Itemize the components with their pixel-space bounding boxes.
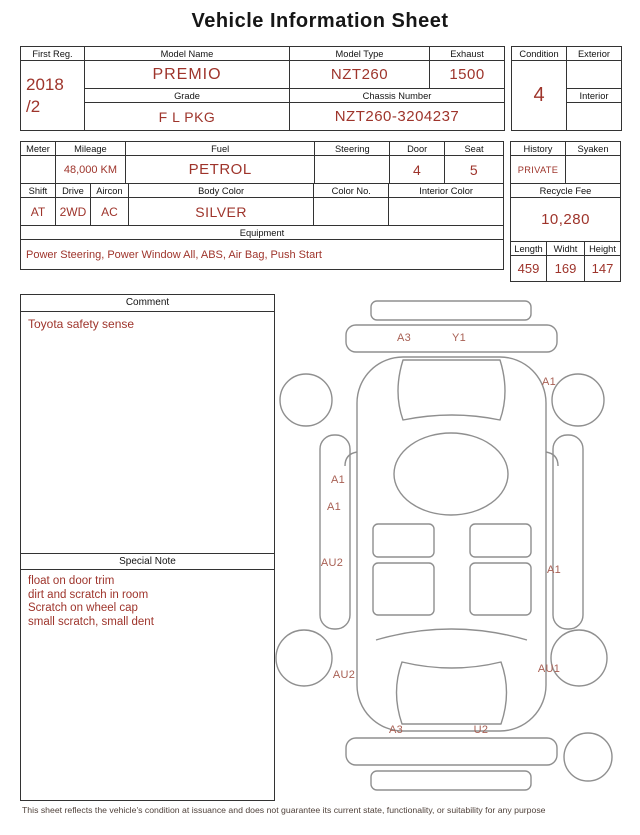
- notes-panel: [20, 294, 275, 801]
- specs-row1-table: [20, 141, 504, 184]
- mileage-label: Mileage: [55, 142, 125, 156]
- door-label: Door: [390, 142, 445, 156]
- meter-value: [21, 156, 56, 184]
- damage-marker: A3: [396, 332, 412, 344]
- damage-marker: Y1: [451, 332, 467, 344]
- notes-and-diagram-block: [20, 294, 620, 801]
- damage-marker: A1: [326, 501, 342, 513]
- aircon-label: Aircon: [90, 184, 128, 198]
- syaken-label: Syaken: [566, 142, 621, 156]
- syaken-value: [566, 156, 621, 184]
- damage-markers: [275, 294, 620, 801]
- specs-block: [20, 141, 620, 282]
- model-type-value: NZT260: [290, 61, 430, 89]
- aircon-value: AC: [90, 198, 128, 226]
- length-label: Length: [511, 242, 547, 256]
- chassis-number-label: Chassis Number: [290, 89, 505, 103]
- equipment-value: Power Steering, Power Window All, ABS, Air Bag, Push Start: [21, 240, 504, 270]
- special-note-line: small scratch, small dent: [28, 615, 154, 628]
- exhaust-label: Exhaust: [430, 47, 505, 61]
- door-value: 4: [390, 156, 445, 184]
- special-note-line: dirt and scratch in room: [28, 588, 149, 601]
- fuel-label: Fuel: [125, 142, 314, 156]
- special-note-line: float on door trim: [28, 575, 115, 587]
- page-title: Vehicle Information Sheet: [191, 10, 449, 32]
- interior-color-value: [389, 198, 504, 226]
- damage-marker: AU1: [537, 663, 561, 675]
- registration-table: [20, 46, 505, 131]
- damage-marker: A1: [330, 474, 346, 486]
- specs-tables: [20, 141, 504, 270]
- car-damage-diagram: [275, 294, 620, 801]
- model-name-value: PREMIO: [85, 61, 290, 89]
- interior-label: Interior: [567, 89, 622, 103]
- condition-value: 4: [512, 61, 567, 131]
- exterior-label: Exterior: [567, 47, 622, 61]
- recycle-fee-value: 10,280: [511, 198, 621, 242]
- condition-label: Condition: [512, 47, 567, 61]
- exterior-value: [567, 61, 622, 89]
- first-reg-value: [21, 61, 85, 131]
- damage-marker: AU2: [332, 669, 356, 681]
- exhaust-value: 1500: [430, 61, 505, 89]
- special-note-line: Scratch on wheel cap: [28, 602, 138, 614]
- history-label: History: [511, 142, 566, 156]
- mileage-value: 48,000 KM: [55, 156, 125, 184]
- height-value: 147: [585, 256, 621, 282]
- damage-marker: A1: [546, 564, 562, 576]
- damage-marker: AU2: [320, 557, 344, 569]
- grade-value: F L PKG: [85, 103, 290, 131]
- first-reg-label: First Reg.: [21, 47, 85, 61]
- drive-label: Drive: [55, 184, 90, 198]
- damage-marker: A3: [388, 724, 404, 736]
- damage-marker: U2: [473, 724, 489, 736]
- registration-block: [20, 46, 620, 131]
- first-reg-month: /2: [26, 96, 41, 116]
- condition-table: [511, 46, 622, 131]
- width-value: 169: [547, 256, 585, 282]
- model-name-label: Model Name: [85, 47, 290, 61]
- interior-value: [567, 103, 622, 131]
- grade-label: Grade: [85, 89, 290, 103]
- specs-row2-table: [20, 183, 504, 226]
- comment-title: Comment: [21, 295, 274, 312]
- seat-label: Seat: [445, 142, 504, 156]
- recycle-fee-label: Recycle Fee: [511, 184, 621, 198]
- shift-value: AT: [21, 198, 56, 226]
- equipment-label: Equipment: [21, 226, 504, 240]
- steering-value: [315, 156, 390, 184]
- equipment-table: [20, 225, 504, 270]
- height-label: Height: [585, 242, 621, 256]
- damage-marker: A1: [541, 376, 557, 388]
- color-no-label: Color No.: [314, 184, 389, 198]
- fuel-value: PETROL: [125, 156, 314, 184]
- drive-value: 2WD: [55, 198, 90, 226]
- meter-label: Meter: [21, 142, 56, 156]
- comment-body: [21, 312, 274, 553]
- shift-label: Shift: [21, 184, 56, 198]
- seat-value: 5: [445, 156, 504, 184]
- chassis-number-value: NZT260-3204237: [290, 103, 505, 131]
- body-color-label: Body Color: [128, 184, 313, 198]
- history-value: PRIVATE: [511, 156, 566, 184]
- first-reg-year: 2018: [26, 75, 64, 95]
- model-type-label: Model Type: [290, 47, 430, 61]
- special-note-body: [21, 570, 274, 800]
- color-no-value: [314, 198, 389, 226]
- length-value: 459: [511, 256, 547, 282]
- special-note-title: Special Note: [21, 553, 274, 570]
- width-label: Widht: [547, 242, 585, 256]
- fees-table: [510, 141, 621, 282]
- interior-color-label: Interior Color: [389, 184, 504, 198]
- steering-label: Steering: [315, 142, 390, 156]
- footer-disclaimer: This sheet reflects the vehicle's condition at issuance and does not guarantee its current state, functionality, or suitability for any purpose: [22, 805, 546, 815]
- body-color-value: SILVER: [128, 198, 313, 226]
- comment-text: Toyota safety sense: [28, 317, 135, 331]
